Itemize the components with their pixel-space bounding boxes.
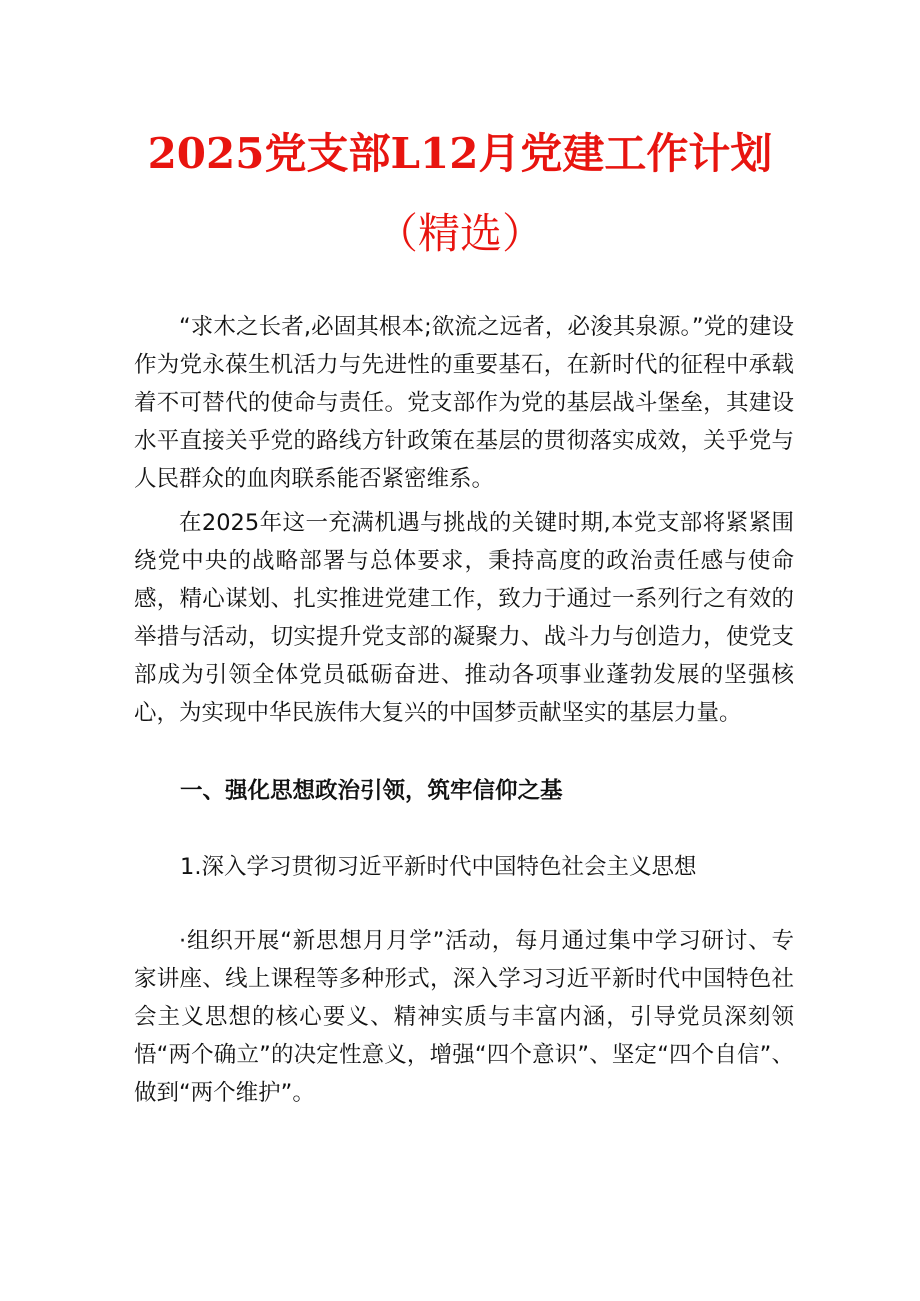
goal-paragraph: 在2025年这一充满机遇与挑战的关键时期,本党支部将紧紧围绕党中央的战略部署与总体要求，秉持高度的政治责任感与使命感，精心谋划、扎实推进党建工作，致力于通过一系列行之有效的举措与活动，切实提升党支部的凝聚力、战斗力与创造力，使党支部成为引领全体党员砥砺奋进、推动各项事业蓬勃发展的坚强核心，为实现中华民族伟大复兴的中国梦贡献坚实的基层力量。 (134, 510, 794, 726)
subsection-heading: 1.深入学习贯彻习近平新时代中国特色社会主义思想 (180, 854, 697, 880)
document-title: 2025党支部L12月党建工作计划 (147, 129, 773, 178)
section-heading: 一、强化思想政治引领，筑牢信仰之基 (180, 778, 563, 804)
intro-paragraph: “求木之长者,必固其根本;欲流之远者，必浚其泉源。”党的建设作为党永葆生机活力与先进性的重要基石，在新时代的征程中承载着不可替代的使命与责任。党支部作为党的基层战斗堡垒，其建设水平直接关乎党的路线方针政策在基层的贯彻落实成效，关乎党与人民群众的血肉联系能否紧密维系。 (134, 314, 794, 492)
study-activity-paragraph: ·组织开展“新思想月月学”活动，每月通过集中学习研讨、专家讲座、线上课程等多种形式，深入学习习近平新时代中国特色社会主义思想的核心要义、精神实质与丰富内涵，引导党员深刻领悟“两个确立”的决定性意义，增强“四个意识”、坚定“四个自信”、做到“两个维护”。 (134, 928, 794, 1106)
document-subtitle: （精选） (375, 209, 544, 258)
